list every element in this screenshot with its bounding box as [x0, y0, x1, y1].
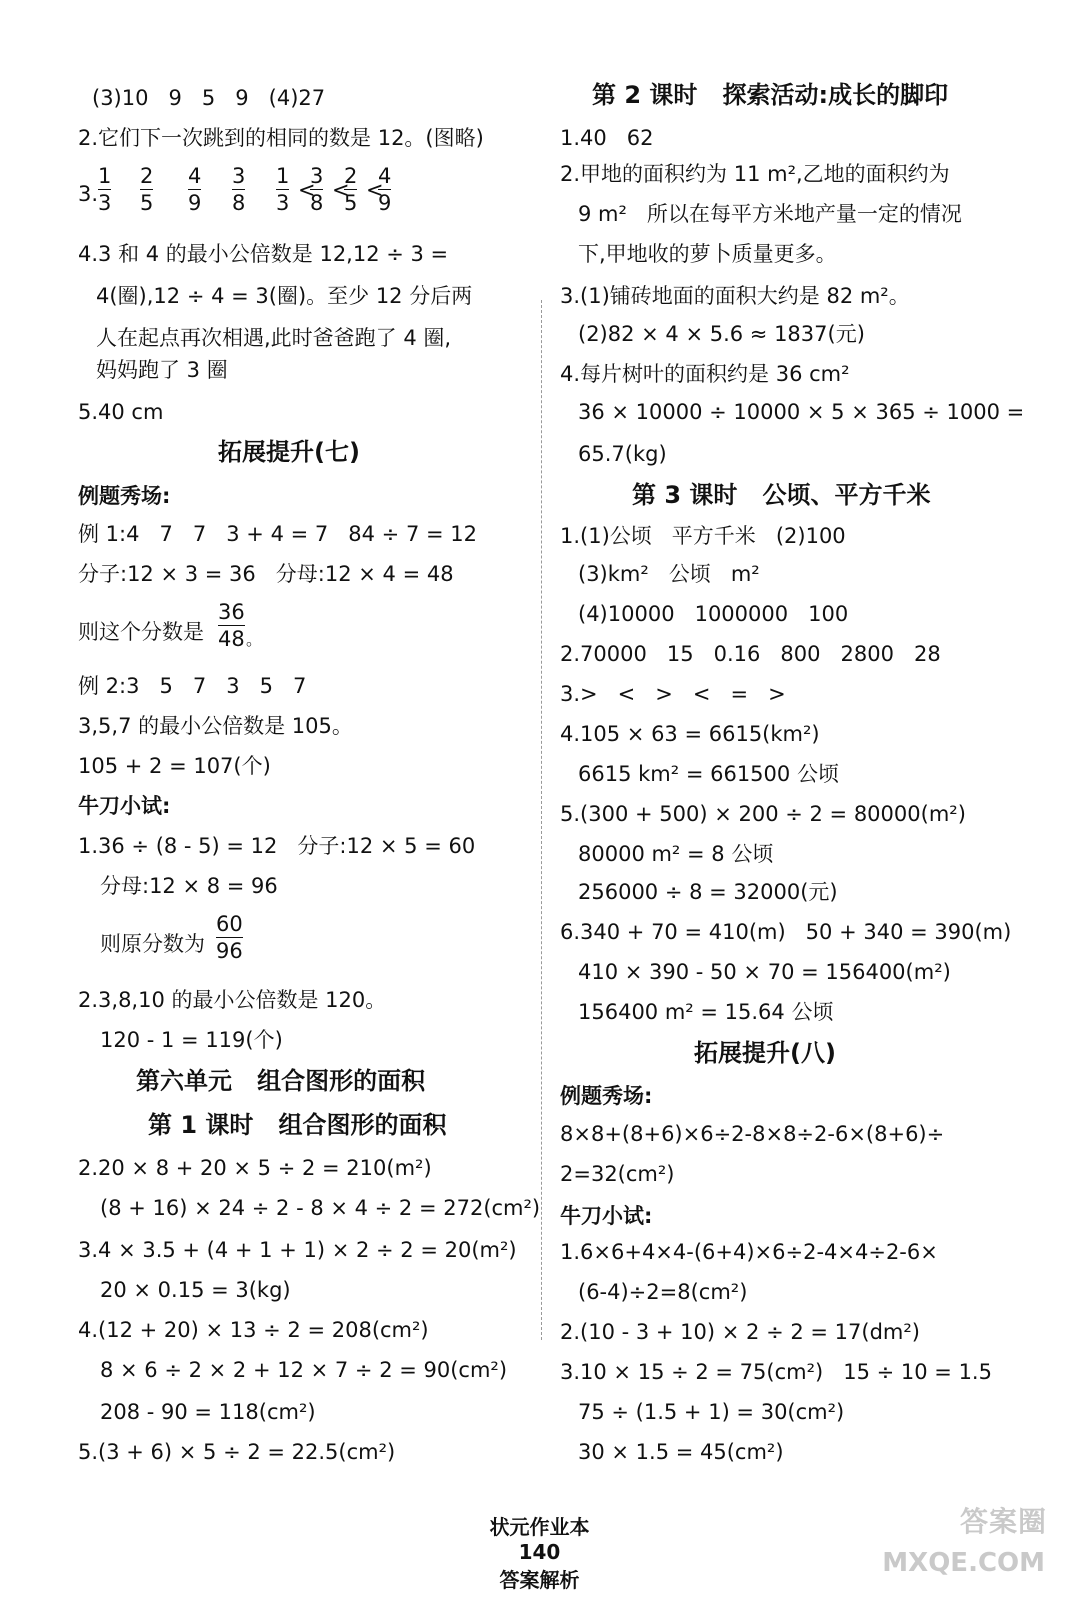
- answer-line: (3)10 9 5 9 (4)27: [92, 86, 326, 110]
- answer-line: 6.340 + 70 = 410(m) 50 + 340 = 390(m): [560, 920, 1012, 944]
- subsection-label: 例题秀场:: [560, 1084, 653, 1108]
- answer-line: 4.每片树叶的面积约是 36 cm²: [560, 362, 850, 386]
- answer-line: (6-4)÷2=8(cm²): [578, 1280, 748, 1304]
- subsection-label: 牛刀小试:: [560, 1204, 653, 1228]
- numerator: 1: [98, 164, 112, 188]
- numerator: 4: [378, 164, 392, 188]
- answer-line: 1.6×6+4×4-(6+4)×6÷2-4×4÷2-6×: [560, 1240, 938, 1264]
- answer-line: 30 × 1.5 = 45(cm²): [578, 1440, 784, 1464]
- section-heading: 拓展提升(七): [218, 438, 360, 466]
- denominator: 5: [344, 191, 358, 215]
- answer-line: 256000 ÷ 8 = 32000(元): [578, 880, 838, 904]
- answer-line: 则原分数为: [100, 932, 205, 956]
- denominator: 5: [140, 191, 154, 215]
- numerator: 2: [140, 164, 154, 188]
- answer-line: 人在起点再次相遇,此时爸爸跑了 4 圈,: [96, 326, 452, 350]
- less-than-sign: <: [298, 178, 316, 202]
- answer-line: 156400 m² = 15.64 公顷: [578, 1000, 834, 1024]
- answer-line: 8 × 6 ÷ 2 × 2 + 12 × 7 ÷ 2 = 90(cm²): [100, 1358, 508, 1382]
- unit-heading: 第六单元 组合图形的面积: [136, 1067, 426, 1095]
- book-title: 状元作业本: [489, 1515, 590, 1539]
- less-than-sign: <: [366, 178, 384, 202]
- question-number: 3.: [78, 182, 99, 206]
- answer-line: 2.70000 15 0.16 800 2800 28: [560, 642, 941, 666]
- answer-line: 2.它们下一次跳到的相同的数是 12。(图略): [78, 126, 484, 150]
- numerator: 1: [276, 164, 290, 188]
- fraction: [140, 164, 153, 215]
- answer-line: 3,5,7 的最小公倍数是 105。: [78, 714, 353, 738]
- answer-line: 4.(12 + 20) × 13 ÷ 2 = 208(cm²): [78, 1318, 429, 1342]
- fraction: [216, 912, 243, 963]
- answer-line: 8×8+(8+6)×6÷2-8×8÷2-6×(8+6)÷: [560, 1122, 945, 1146]
- fraction: [276, 164, 289, 215]
- answer-line: 410 × 390 - 50 × 70 = 156400(m²): [578, 960, 951, 984]
- numerator: 36: [218, 600, 245, 624]
- denominator: 9: [188, 191, 202, 215]
- answer-line: 2.20 × 8 + 20 × 5 ÷ 2 = 210(m²): [78, 1156, 432, 1180]
- answer-line: 9 m² 所以在每平方米地产量一定的情况: [578, 202, 962, 226]
- answer-line: 分母:12 × 8 = 96: [100, 874, 278, 898]
- answer-line: 1.(1)公顷 平方千米 (2)100: [560, 524, 846, 548]
- answer-line: 分子:12 × 3 = 36 分母:12 × 4 = 48: [78, 562, 454, 586]
- watermark-logo: 答案圈: [959, 1505, 1047, 1538]
- answer-line: 80000 m² = 8 公顷: [578, 842, 774, 866]
- subsection-label: 例题秀场:: [78, 484, 171, 508]
- fraction: [218, 600, 245, 651]
- answer-line: 3.> < > < = >: [560, 682, 786, 706]
- answer-line: 4.3 和 4 的最小公倍数是 12,12 ÷ 3 =: [78, 242, 449, 266]
- watermark-url: MXQE.COM: [882, 1548, 1045, 1578]
- numerator: 4: [188, 164, 202, 188]
- answer-line: 4(圈),12 ÷ 4 = 3(圈)。至少 12 分后两: [96, 284, 473, 308]
- answer-line: 2.(10 - 3 + 10) × 2 ÷ 2 = 17(dm²): [560, 1320, 920, 1344]
- answer-line: (4)10000 1000000 100: [578, 602, 849, 626]
- answer-line: 则这个分数是: [78, 620, 204, 644]
- denominator: 9: [378, 191, 392, 215]
- answer-line: 65.7(kg): [578, 442, 667, 466]
- column-divider: [541, 300, 542, 1340]
- denominator: 96: [216, 939, 243, 963]
- fraction: [98, 164, 111, 215]
- section-label: 答案解析: [499, 1568, 580, 1592]
- answer-line: 105 + 2 = 107(个): [78, 754, 271, 778]
- answer-line: 208 - 90 = 118(cm²): [100, 1400, 316, 1424]
- answer-line: 3.4 × 3.5 + (4 + 1 + 1) × 2 ÷ 2 = 20(m²): [78, 1238, 517, 1262]
- answer-line: 120 - 1 = 119(个): [100, 1028, 283, 1052]
- answer-line: 1.40 62: [560, 126, 654, 150]
- lesson-heading: 第 3 课时 公顷、平方千米: [632, 481, 931, 509]
- answer-line: 1.36 ÷ (8 - 5) = 12 分子:12 × 5 = 60: [78, 834, 476, 858]
- answer-line: 2=32(cm²): [560, 1162, 675, 1186]
- denominator: 3: [276, 191, 290, 215]
- answer-line: 下,甲地收的萝卜质量更多。: [578, 242, 837, 266]
- lesson-heading: 第 2 课时 探索活动:成长的脚印: [592, 81, 949, 109]
- answer-line: 6615 km² = 661500 公顷: [578, 762, 839, 786]
- answer-line: 36 × 10000 ÷ 10000 × 5 × 365 ÷ 1000 =: [578, 400, 1025, 424]
- fraction: [188, 164, 201, 215]
- numerator: 3: [232, 164, 246, 188]
- answer-line: 例 1:4 7 7 3 + 4 = 7 84 ÷ 7 = 12: [78, 522, 477, 546]
- period: 。: [246, 630, 263, 649]
- answer-line: (2)82 × 4 × 5.6 ≈ 1837(元): [578, 322, 865, 346]
- answer-line: 5.(300 + 500) × 200 ÷ 2 = 80000(m²): [560, 802, 966, 826]
- numerator: 60: [216, 912, 243, 936]
- page-number: 140: [518, 1540, 561, 1564]
- answer-line: 5.(3 + 6) × 5 ÷ 2 = 22.5(cm²): [78, 1440, 396, 1464]
- answer-line: 75 ÷ (1.5 + 1) = 30(cm²): [578, 1400, 845, 1424]
- less-than-sign: <: [332, 178, 350, 202]
- answer-line: 2.甲地的面积约为 11 m²,乙地的面积约为: [560, 162, 950, 186]
- answer-line: 3.10 × 15 ÷ 2 = 75(cm²) 15 ÷ 10 = 1.5: [560, 1360, 992, 1384]
- answer-line: (8 + 16) × 24 ÷ 2 - 8 × 4 ÷ 2 = 272(cm²): [100, 1196, 541, 1220]
- denominator: 3: [98, 191, 112, 215]
- denominator: 8: [232, 191, 246, 215]
- section-heading: 拓展提升(八): [694, 1039, 836, 1067]
- denominator: 8: [310, 191, 324, 215]
- answer-line: 5.40 cm: [78, 400, 164, 424]
- answer-line: 3.(1)铺砖地面的面积大约是 82 m²。: [560, 284, 910, 308]
- numerator: 3: [310, 164, 324, 188]
- answer-line: (3)km² 公顷 m²: [578, 562, 760, 586]
- answer-line: 妈妈跑了 3 圈: [96, 358, 228, 382]
- answer-line: 例 2:3 5 7 3 5 7: [78, 674, 307, 698]
- numerator: 2: [344, 164, 358, 188]
- fraction: [232, 164, 245, 215]
- answer-line: 4.105 × 63 = 6615(km²): [560, 722, 820, 746]
- subsection-label: 牛刀小试:: [78, 794, 171, 818]
- lesson-heading: 第 1 课时 组合图形的面积: [148, 1111, 447, 1139]
- denominator: 48: [218, 627, 245, 651]
- answer-line: 20 × 0.15 = 3(kg): [100, 1278, 291, 1302]
- answer-line: 2.3,8,10 的最小公倍数是 120。: [78, 988, 387, 1012]
